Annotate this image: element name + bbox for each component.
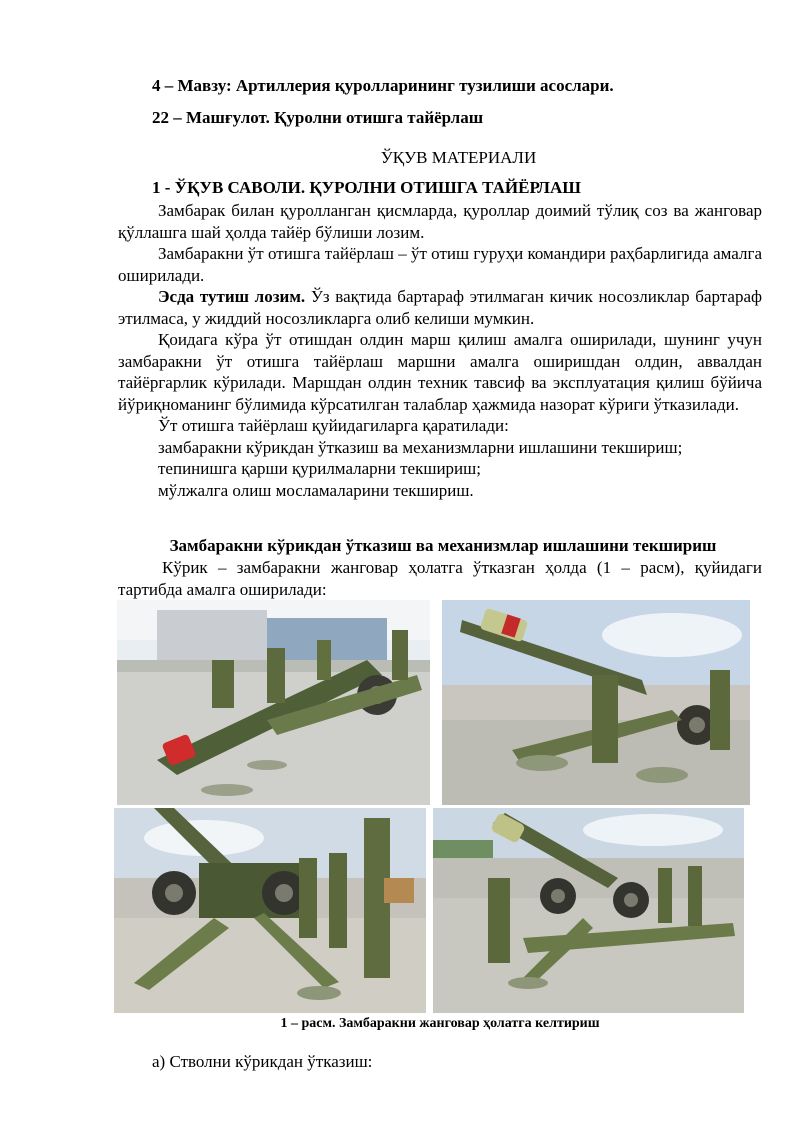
question-heading: 1 - ЎҚУВ САВОЛИ. ҚУРОЛНИ ОТИШГА ТАЙЁРЛАШ: [152, 178, 581, 197]
figure-caption: 1 – расм. Замбаракни жанговар ҳолатга келтириш: [280, 1016, 600, 1031]
howitzer-photo-4: [433, 808, 744, 1013]
paragraph-2: Замбаракни ўт отишга тайёрлаш – ўт отиш гуруҳи командири раҳбарлигида амалга оширилади.: [118, 244, 762, 285]
body-text: [118, 200, 762, 501]
howitzer-photo-3: [114, 808, 426, 1013]
paragraph-5: Ўт отишга тайёрлаш қуйидагиларга қаратилади:: [158, 416, 509, 435]
paragraph-3: [118, 286, 762, 329]
topic-heading: 4 – Мавзу: Артиллерия қуролларининг тузилиши асослари.: [152, 76, 614, 95]
list-item: замбаракни кўрикдан ўтказиш ва механизмларни ишлашини текшириш;: [158, 437, 683, 457]
lesson-heading: 22 – Машғулот. Қуролни отишга тайёрлаш: [152, 108, 484, 127]
howitzer-photo-2: [442, 600, 750, 805]
remember-label: Эсда тутиш лозим.: [158, 287, 306, 306]
section-heading: Замбаракни кўрикдан ўтказиш ва механизмлар ишлашини текшириш: [169, 536, 717, 555]
paragraph-4: Қоидага кўра ўт отишдан олдин марш қилиш амалга оширилади, шунинг учун замбаракни ўт отишга тайёрлаш маршни амалга оширишдан олдин, аввалдан тайёргарлик кўрилади. Маршдан олдин техник тавсиф ва эксплуатация қилиш бўйича йўриқноманинг бўлимида кўрсатилган талаблар ҳажмида назорат кўриги ўтказилади.: [118, 330, 762, 414]
list-item: мўлжалга олиш мосламаларини текшириш.: [158, 480, 474, 500]
section-paragraph: Кўрик – замбаракни жанговар ҳолатга ўтказган ҳолда (1 – расм), қуйидаги тартибда амалга оширилади:: [118, 558, 762, 599]
howitzer-photo-1: [117, 600, 430, 805]
paragraph-3-text: Ўз вақтида бартараф этилмаган кичик носозликлар бартараф этилмаса, у жиддий носозликларга олиб келиши мумкин.: [118, 287, 763, 328]
list-item: тепинишга қарши қурилмаларни текшириш;: [158, 459, 481, 478]
paragraph-1: Замбарак билан қуролланган қисмларда, қуроллар доимий тўлиқ соз ва жанговар қўллашга шай ҳолда тайёр бўлиши лозим.: [118, 201, 762, 242]
material-heading: ЎҚУВ МАТЕРИАЛИ: [380, 148, 537, 167]
subitem-a: а) Стволни кўрикдан ўтказиш:: [152, 1052, 373, 1071]
